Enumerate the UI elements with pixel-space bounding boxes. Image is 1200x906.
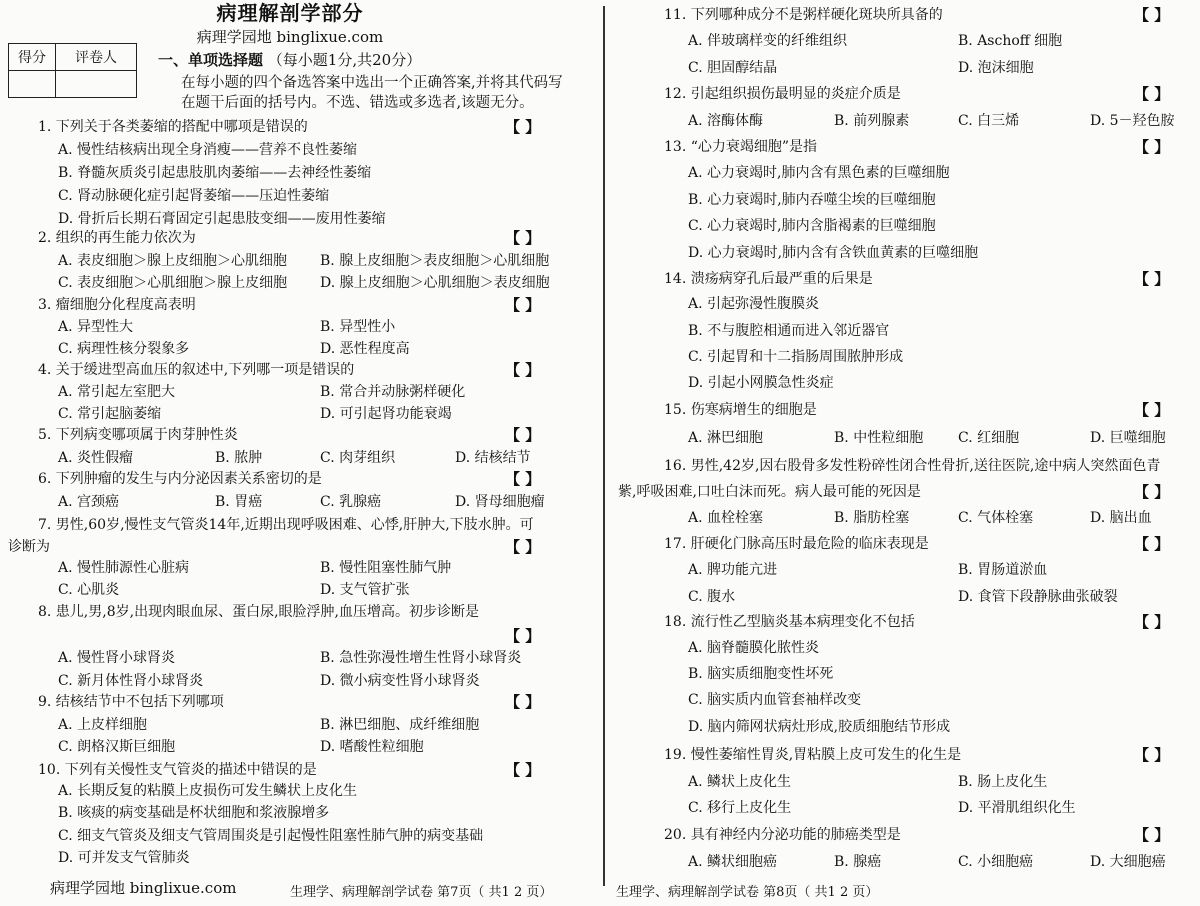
answer-option: A. 上皮样细胞: [58, 717, 148, 733]
answer-option: C. 胆固醇结晶: [688, 60, 778, 76]
answer-option: B. 肠上皮化生: [958, 774, 1048, 790]
answer-option: C. 心力衰竭时,肺内含脂褐素的巨噬细胞: [688, 218, 936, 234]
answer-option: D. 可并发支气管肺炎: [58, 850, 190, 866]
answer-option: A. 脾功能亢进: [688, 562, 778, 578]
answer-option: D. 结核结节: [455, 450, 531, 466]
answer-option: D. 嗜酸性粒细胞: [320, 739, 424, 755]
answer-option: B. 腺上皮细胞＞表皮细胞＞心肌细胞: [320, 253, 550, 269]
question-stem: 10. 下列有关慢性支气管炎的描述中错误的是: [38, 762, 317, 778]
answer-option: D. 支气管扩张: [320, 582, 410, 598]
answer-option: A. 异型性大: [58, 319, 134, 335]
answer-option: A. 淋巴细胞: [688, 430, 764, 446]
answer-option: D. 骨折后长期石膏固定引起患肢变细——废用性萎缩: [58, 211, 386, 227]
footer-page-number: 生理学、病理解剖学试卷 第7页（ 共1 2 页）: [290, 885, 553, 900]
answer-option: A. 鳞状细胞癌: [688, 854, 778, 870]
answer-option: A. 常引起左室肥大: [58, 384, 176, 400]
answer-option: B. 心力衰竭时,肺内吞噬尘埃的巨噬细胞: [688, 192, 936, 208]
answer-option: A. 脑脊髓膜化脓性炎: [688, 640, 820, 656]
question-stem: 20. 具有神经内分泌功能的肺癌类型是: [664, 827, 901, 843]
answer-option: D. 平滑肌组织化生: [958, 800, 1076, 816]
answer-option: D. 腺上皮细胞＞心肌细胞＞表皮细胞: [320, 275, 550, 291]
question-stem: 2. 组织的再生能力依次为: [38, 230, 196, 246]
answer-option: C. 表皮细胞＞心肌细胞＞腺上皮细胞: [58, 275, 288, 291]
answer-option: D. 食管下段静脉曲张破裂: [958, 589, 1118, 605]
answer-option: B. 脊髓灰质炎引起患肢肌肉萎缩——去神经性萎缩: [58, 165, 372, 181]
answer-option: B. 前列腺素: [834, 113, 910, 129]
answer-option: D. 肾母细胞瘤: [455, 494, 545, 510]
answer-option: A. 慢性结核病出现全身消瘦——营养不良性萎缩: [58, 142, 358, 158]
answer-option: C. 红细胞: [958, 430, 1020, 446]
section-title: 一、单项选择题: [158, 51, 264, 69]
answer-option: B. 常合并动脉粥样硬化: [320, 384, 466, 400]
answer-option: A. 鳞状上皮化生: [688, 774, 792, 790]
answer-option: C. 细支气管炎及细支气管周围炎是引起慢性阻塞性肺气肿的病变基础: [58, 828, 484, 844]
footer-page-number: 生理学、病理解剖学试卷 第8页（ 共1 2 页）: [616, 885, 879, 900]
answer-option: D. 5－羟色胺: [1090, 113, 1175, 129]
answer-option: C. 病理性核分裂象多: [58, 341, 190, 357]
question-stem: 12. 引起组织损伤最明显的炎症介质是: [664, 86, 901, 102]
answer-option: B. 咳痰的病变基础是杯状细胞和浆液腺增多: [58, 805, 330, 821]
answer-option: D. 泡沫细胞: [958, 60, 1034, 76]
answer-option: C. 脑实质内血管套袖样改变: [688, 692, 862, 708]
answer-option: D. 引起小网膜急性炎症: [688, 375, 834, 391]
question-stem: 19. 慢性萎缩性胃炎,胃粘膜上皮可发生的化生是: [664, 747, 962, 763]
answer-bracket: 【 】: [1134, 613, 1170, 631]
answer-option: D. 微小病变性肾小球肾炎: [320, 673, 480, 689]
answer-option: A. 引起弥漫性腹膜炎: [688, 296, 820, 312]
answer-option: B. 脂肪栓塞: [834, 510, 910, 526]
answer-option: C. 心肌炎: [58, 582, 120, 598]
section-note: （每小题1分,共20分）: [267, 51, 422, 69]
answer-option: A. 炎性假瘤: [58, 450, 134, 466]
answer-bracket: 【 】: [1134, 401, 1170, 419]
question-stem: 3. 瘤细胞分化程度高表明: [38, 297, 196, 313]
question-stem: 15. 伤寒病增生的细胞是: [664, 402, 817, 418]
answer-option: C. 乳腺癌: [320, 494, 382, 510]
grader-cell: [56, 71, 137, 98]
answer-option: B. 不与腹腔相通而进入邻近器官: [688, 323, 890, 339]
answer-option: A. 宫颈癌: [58, 494, 120, 510]
answer-option: B. 脓肿: [215, 450, 263, 466]
question-stem: 13. “心力衰竭细胞”是指: [664, 139, 818, 155]
answer-option: A. 伴玻璃样变的纤维组织: [688, 33, 848, 49]
answer-option: B. 腺癌: [834, 854, 882, 870]
score-box: [8, 43, 137, 98]
question-stem: 17. 肝硬化门脉高压时最危险的临床表现是: [664, 536, 929, 552]
question-stem-continued: 紫,呼吸困难,口吐白沫而死。病人最可能的死因是: [618, 484, 921, 500]
question-stem: 11. 下列哪种成分不是粥样硬化斑块所具备的: [664, 7, 943, 23]
page-subtitle: 病理学园地 binglixue.com: [196, 28, 384, 46]
answer-option: C. 肉芽组织: [320, 450, 396, 466]
score-label: 得分: [9, 44, 56, 71]
answer-option: D. 心力衰竭时,肺内含有含铁血黄素的巨噬细胞: [688, 245, 979, 261]
score-cell: [9, 71, 56, 98]
answer-option: D. 恶性程度高: [320, 341, 410, 357]
answer-bracket: 【 】: [505, 426, 541, 444]
question-stem: 7. 男性,60岁,慢性支气管炎14年,近期出现呼吸困难、心悸,肝肿大,下肢水肿。可: [38, 517, 534, 533]
question-stem: 4. 关于缓进型高血压的叙述中,下列哪一项是错误的: [38, 362, 355, 378]
answer-option: A. 溶酶体酶: [688, 113, 764, 129]
answer-bracket: 【 】: [1134, 270, 1170, 288]
answer-option: B. Aschoff 细胞: [958, 33, 1063, 49]
answer-bracket: 【 】: [1134, 826, 1170, 844]
page-divider: [603, 6, 605, 886]
section-heading: [158, 50, 421, 70]
answer-option: B. 急性弥漫性增生性肾小球肾炎: [320, 650, 522, 666]
answer-bracket: 【 】: [505, 761, 541, 779]
answer-option: C. 移行上皮化生: [688, 800, 792, 816]
answer-bracket: 【 】: [1134, 6, 1170, 24]
footer-site: 病理学园地 binglixue.com: [50, 879, 237, 897]
answer-option: B. 中性粒细胞: [834, 430, 924, 446]
answer-option: C. 白三烯: [958, 113, 1020, 129]
answer-option: B. 淋巴细胞、成纤维细胞: [320, 717, 480, 733]
answer-option: D. 脑内筛网状病灶形成,胶质细胞结节形成: [688, 719, 951, 735]
right-exam-page: [612, 0, 1200, 906]
answer-option: D. 巨噬细胞: [1090, 430, 1166, 446]
question-stem: 18. 流行性乙型脑炎基本病理变化不包括: [664, 614, 915, 630]
answer-option: D. 脑出血: [1090, 510, 1152, 526]
question-stem: 16. 男性,42岁,因右股骨多发性粉碎性闭合性骨折,送往医院,途中病人突然面色青: [664, 458, 1161, 474]
answer-option: B. 异型性小: [320, 319, 396, 335]
answer-bracket: 【 】: [505, 470, 541, 488]
answer-option: A. 表皮细胞＞腺上皮细胞＞心肌细胞: [58, 253, 288, 269]
question-stem: 8. 患儿,男,8岁,出现肉眼血尿、蛋白尿,眼脸浮肿,血压增高。初步诊断是: [38, 604, 479, 620]
answer-bracket: 【 】: [505, 627, 541, 645]
answer-bracket: 【 】: [1134, 535, 1170, 553]
answer-bracket: 【 】: [505, 361, 541, 379]
answer-option: C. 常引起脑萎缩: [58, 406, 162, 422]
answer-bracket: 【 】: [505, 118, 541, 136]
answer-option: C. 新月体性肾小球肾炎: [58, 673, 204, 689]
answer-option: C. 气体栓塞: [958, 510, 1034, 526]
answer-option: A. 血栓栓塞: [688, 510, 764, 526]
answer-bracket: 【 】: [1134, 483, 1170, 501]
answer-bracket: 【 】: [505, 693, 541, 711]
answer-option: B. 胃肠道淤血: [958, 562, 1048, 578]
instructions-line-2: 在题干后面的括号内。不选、错选或多选者,该题无分。: [181, 95, 534, 111]
answer-bracket: 【 】: [1134, 138, 1170, 156]
question-stem: 1. 下列关于各类萎缩的搭配中哪项是错误的: [38, 119, 308, 135]
page-title: 病理解剖学部分: [216, 1, 364, 25]
question-stem: 6. 下列肿瘤的发生与内分泌因素关系密切的是: [38, 471, 322, 487]
answer-bracket: 【 】: [1134, 85, 1170, 103]
answer-bracket: 【 】: [505, 229, 541, 247]
answer-bracket: 【 】: [1134, 746, 1170, 764]
grader-label: 评卷人: [56, 44, 137, 71]
answer-option: B. 脑实质细胞变性坏死: [688, 666, 834, 682]
answer-option: B. 胃癌: [215, 494, 263, 510]
question-stem: 9. 结核结节中不包括下列哪项: [38, 694, 224, 710]
question-stem-continued: 诊断为: [8, 539, 50, 555]
answer-option: C. 小细胞癌: [958, 854, 1034, 870]
instructions-line-1: 在每小题的四个备选答案中选出一个正确答案,并将其代码写: [181, 75, 563, 91]
answer-option: C. 朗格汉斯巨细胞: [58, 739, 176, 755]
answer-option: A. 慢性肺源性心脏病: [58, 560, 190, 576]
answer-option: C. 腹水: [688, 589, 736, 605]
answer-option: B. 慢性阻塞性肺气肿: [320, 560, 452, 576]
answer-option: D. 可引起肾功能衰竭: [320, 406, 452, 422]
answer-bracket: 【 】: [505, 296, 541, 314]
answer-option: A. 长期反复的粘膜上皮损伤可发生鳞状上皮化生: [58, 783, 358, 799]
answer-bracket: 【 】: [505, 538, 541, 556]
question-stem: 5. 下列病变哪项属于肉芽肿性炎: [38, 427, 238, 443]
answer-option: A. 慢性肾小球肾炎: [58, 650, 176, 666]
answer-option: D. 大细胞癌: [1090, 854, 1166, 870]
answer-option: C. 引起胃和十二指肠周围脓肿形成: [688, 349, 904, 365]
answer-option: A. 心力衰竭时,肺内含有黑色素的巨噬细胞: [688, 165, 950, 181]
answer-option: C. 肾动脉硬化症引起肾萎缩——压迫性萎缩: [58, 188, 330, 204]
question-stem: 14. 溃疡病穿孔后最严重的后果是: [664, 271, 873, 287]
